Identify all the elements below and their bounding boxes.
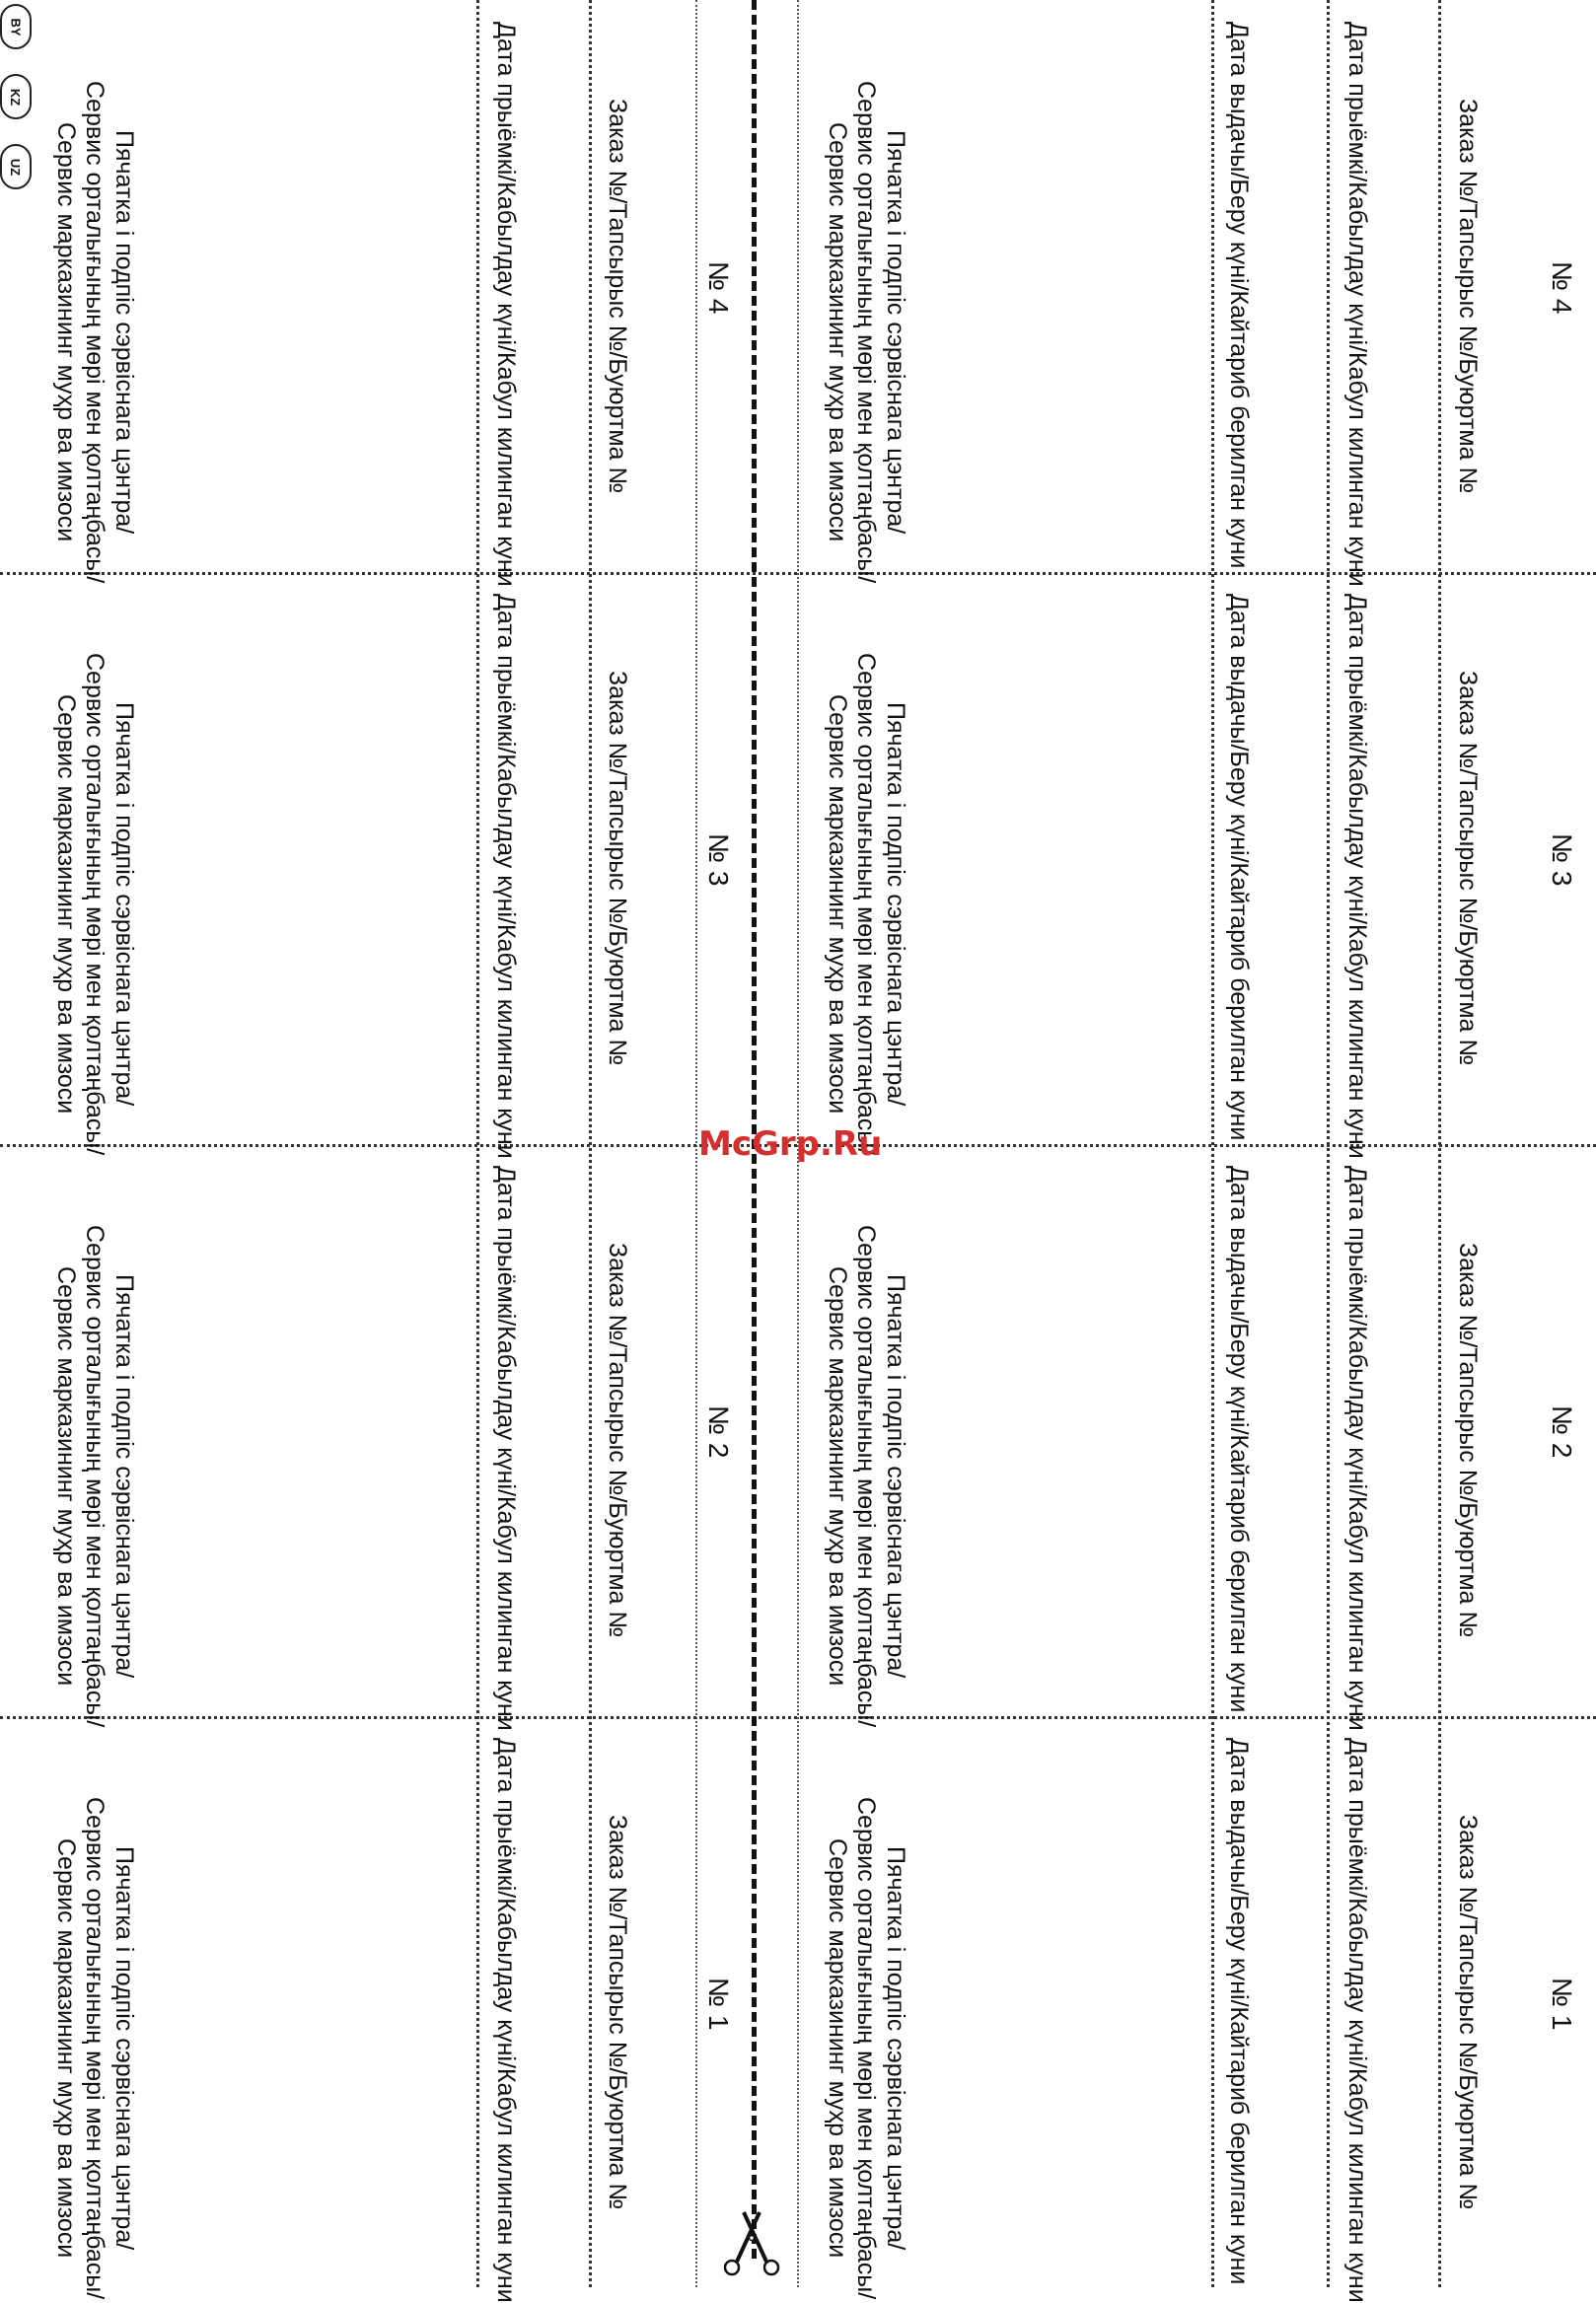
stamp-line: Сервис орталығының мөрі мен қолтаңбасы/ xyxy=(852,653,881,1156)
order-number-label: Заказ №/Тапсырыс №/Буюртма № xyxy=(604,99,631,494)
stamp-line: Сервис марказининг муҳр ва имзоси xyxy=(824,693,851,1115)
scissors-icon xyxy=(720,2204,783,2279)
country-badge-kz: KZ xyxy=(0,74,32,119)
stamp-signature-label xyxy=(51,653,139,1155)
stamp-signature-label xyxy=(823,81,910,583)
stamp-signature-label xyxy=(51,1225,139,1727)
coupon-number: № 3 xyxy=(1547,833,1577,887)
coupon-number: № 2 xyxy=(703,1405,734,1459)
stamp-line: Пячатка і подпіс сэрвіснага цэнтра/ xyxy=(882,1846,909,2251)
date-issued-label: Дата выдачы/Беру күні/Кайтариб берилган куни xyxy=(1225,22,1253,569)
stamp-line: Сервис орталығының мөрі мен қолтаңбасы/ xyxy=(81,81,109,584)
date-received-label: Дата прыёмкі/Кабылдау күні/Кабул килинган куни xyxy=(492,1166,520,1731)
date-issued-label: Дата выдачы/Беру күні/Кайтариб берилган куни xyxy=(1225,1166,1253,1713)
order-number-label: Заказ №/Тапсырыс №/Буюртма № xyxy=(604,1243,631,1638)
order-number-label: Заказ №/Тапсырыс №/Буюртма № xyxy=(1454,99,1482,494)
country-badge-uz: UZ xyxy=(0,144,32,189)
stamp-line: Сервис марказининг муҳр ва имзоси xyxy=(52,121,80,542)
coupon-number: № 4 xyxy=(1547,261,1577,315)
stamp-line: Сервис орталығының мөрі мен қолтаңбасы/ xyxy=(81,1797,109,2300)
stamp-signature-label xyxy=(51,1797,139,2299)
stamp-line: Сервис орталығының мөрі мен қолтаңбасы/ xyxy=(852,1225,881,1728)
stamp-line: Сервис орталығының мөрі мен қолтаңбасы/ xyxy=(81,653,109,1156)
date-received-label: Дата прыёмкі/Кабылдау күні/Кабул килинган куни xyxy=(492,594,520,1159)
date-issued-label: Дата выдачы/Беру күні/Кайтариб берилган куни xyxy=(1225,1738,1253,2285)
stamp-line: Сервис марказининг муҳр ва имзоси xyxy=(52,693,80,1115)
order-number-label: Заказ №/Тапсырыс №/Буюртма № xyxy=(604,1815,631,2210)
order-number-label: Заказ №/Тапсырыс №/Буюртма № xyxy=(1454,1815,1482,2210)
date-received-label: Дата прыёмкі/Кабылдау күні/Кабул килинган куни xyxy=(492,22,520,587)
date-received-label: Дата прыёмкі/Кабылдау күні/Кабул килинган куни xyxy=(492,1738,520,2303)
stamp-line: Пячатка і подпіс сэрвіснага цэнтра/ xyxy=(110,1274,138,1679)
stamp-line: Пячатка і подпіс сэрвіснага цэнтра/ xyxy=(882,130,909,535)
stamp-line: Пячатка і подпіс сэрвіснага цэнтра/ xyxy=(882,702,909,1107)
stamp-line: Сервис марказининг муҳр ва имзоси xyxy=(824,1265,851,1687)
coupon-number: № 3 xyxy=(703,833,734,887)
order-number-label: Заказ №/Тапсырыс №/Буюртма № xyxy=(1454,1243,1482,1638)
date-received-label: Дата прыёмкі/Кабылдау күні/Кабул килинган куни xyxy=(1343,22,1371,587)
order-number-label: Заказ №/Тапсырыс №/Буюртма № xyxy=(604,671,631,1066)
stamp-line: Пячатка і подпіс сэрвіснага цэнтра/ xyxy=(110,1846,138,2251)
stamp-signature-label xyxy=(823,1797,910,2299)
coupon-number: № 2 xyxy=(1547,1405,1577,1459)
stamp-signature-label xyxy=(823,1225,910,1727)
date-issued-label: Дата выдачы/Беру күні/Кайтариб берилган куни xyxy=(1225,594,1253,1141)
coupon-number: № 4 xyxy=(703,261,734,315)
watermark: McGrp.Ru xyxy=(698,1124,883,1164)
stamp-line: Пячатка і подпіс сэрвіснага цэнтра/ xyxy=(882,1274,909,1679)
stamp-line: Сервис марказининг муҳр ва имзоси xyxy=(824,1837,851,2259)
stamp-line: Сервис орталығының мөрі мен қолтаңбасы/ xyxy=(852,1797,881,2300)
stamp-line: Сервис орталығының мөрі мен қолтаңбасы/ xyxy=(81,1225,109,1728)
date-received-label: Дата прыёмкі/Кабылдау күні/Кабул килинган куни xyxy=(1343,594,1371,1159)
date-received-label: Дата прыёмкі/Кабылдау күні/Кабул килинган куни xyxy=(1343,1738,1371,2303)
country-badge-by: BY xyxy=(0,4,32,49)
stamp-line: Сервис орталығының мөрі мен қолтаңбасы/ xyxy=(852,81,881,584)
stamp-line: Сервис марказининг муҳр ва имзоси xyxy=(52,1837,80,2259)
order-number-label: Заказ №/Тапсырыс №/Буюртма № xyxy=(1454,671,1482,1066)
stamp-line: Сервис марказининг муҳр ва имзоси xyxy=(824,121,851,542)
stamp-signature-label xyxy=(823,653,910,1155)
stamp-line: Сервис марказининг муҳр ва имзоси xyxy=(52,1265,80,1687)
stamp-signature-label xyxy=(51,81,139,583)
date-received-label: Дата прыёмкі/Кабылдау күні/Кабул килинган куни xyxy=(1343,1166,1371,1731)
coupon-number: № 1 xyxy=(703,1978,734,2031)
stamp-line: Пячатка і подпіс сэрвіснага цэнтра/ xyxy=(110,130,138,535)
stamp-line: Пячатка і подпіс сэрвіснага цэнтра/ xyxy=(110,702,138,1107)
coupon-number: № 1 xyxy=(1547,1978,1577,2031)
